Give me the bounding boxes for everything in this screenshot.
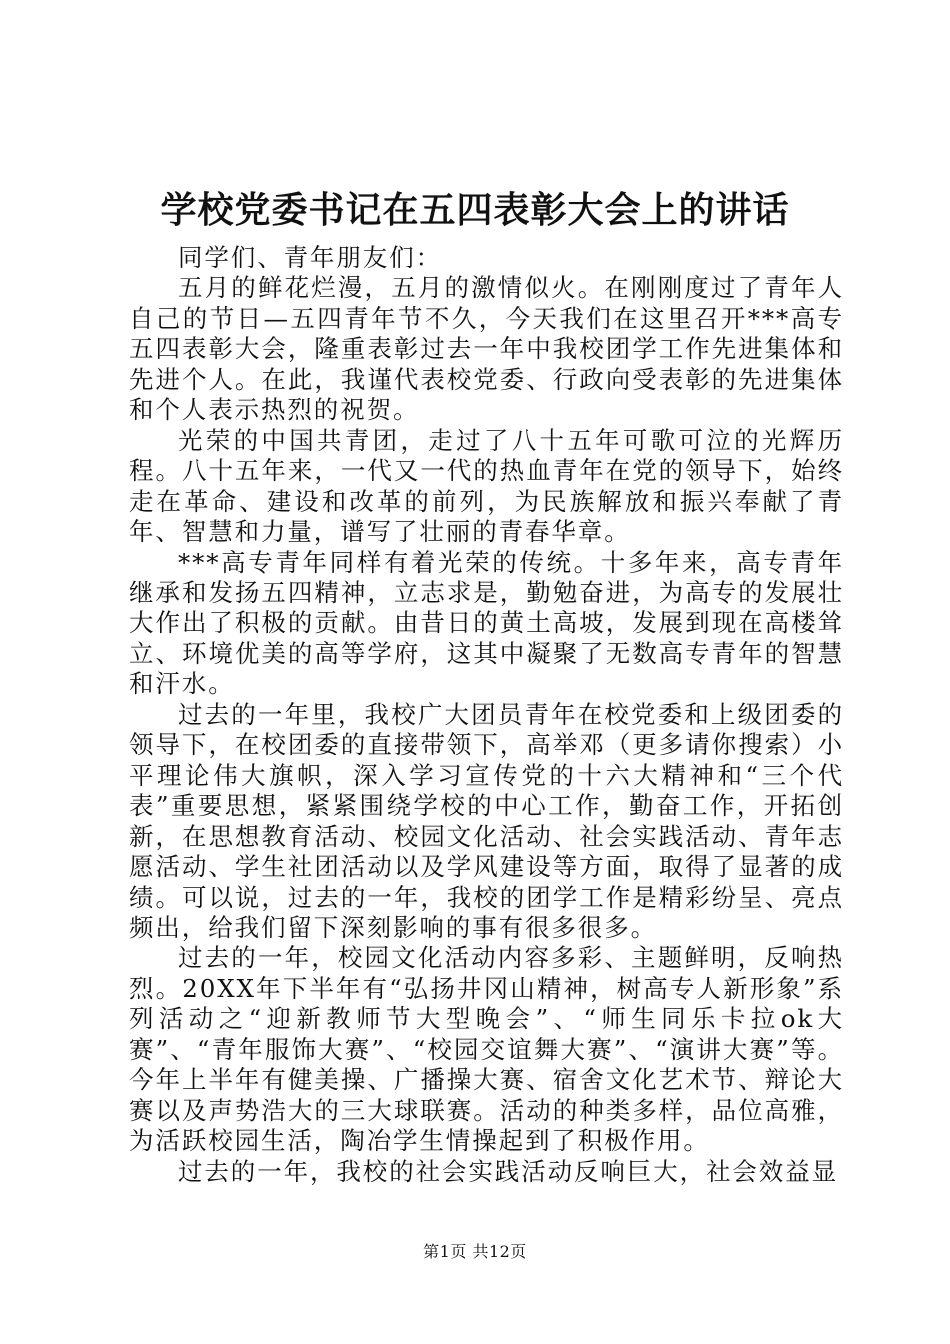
paragraph: ***高专青年同样有着光荣的传统。十多年来，高专青年继承和发扬五四精神，立志求是，勤勉奋进，为高专的发展壮大作出了积极的贡献。由昔日的黄土高坡，发展到现在高楼耸立、环境优美的高等学府，这其中凝聚了无数高专青年的智慧和汗水。 xyxy=(129,547,844,699)
page-title: 学校党委书记在五四表彰大会上的讲话 xyxy=(160,189,790,231)
salutation: 同学们、青年朋友们： xyxy=(178,243,442,272)
paragraph: 光荣的中国共青团，走过了八十五年可歌可泣的光辉历程。八十五年来，一代又一代的热血青年在党的领导下，始终走在革命、建设和改革的前列，为民族解放和振兴奉献了青年、智慧和力量，谱写了壮丽的青春华章。 xyxy=(129,425,844,547)
paragraph: 五月的鲜花烂漫，五月的激情似火。在刚刚度过了青年人自己的节日—五四青年节不久，今天我们在这里召开***高专五四表彰大会，隆重表彰过去一年中我校团学工作先进集体和先进个人。在此，我谨代表校党委、行政向受表彰的先进集体和个人表示热烈的祝贺。 xyxy=(129,273,844,425)
page-indicator: 第1页 共12页 xyxy=(423,1242,527,1261)
paragraph: 过去的一年，校园文化活动内容多彩、主题鲜明，反响热烈。20XX年下半年有“弘扬井冈山精神，树高专人新形象”系列活动之“迎新教师节大型晚会”、“师生同乐卡拉ok大赛”、“青年服饰大赛”、“校园交谊舞大赛”、“演讲大赛”等。今年上半年有健美操、广播操大赛、宿舍文化艺术节、辩论大赛以及声势浩大的三大球联赛。活动的种类多样，品位高雅，为活跃校园生活，陶冶学生情操起到了积极作用。 xyxy=(129,943,844,1156)
paragraph: 过去的一年，我校的社会实践活动反响巨大，社会效益显 xyxy=(178,1156,838,1186)
document-body xyxy=(129,243,844,1187)
paragraph: 过去的一年里，我校广大团员青年在校党委和上级团委的领导下，在校团委的直接带领下，高举邓（更多请你搜索）小平理论伟大旗帜，深入学习宣传党的十六大精神和“三个代表”重要思想，紧紧围绕学校的中心工作，勤奋工作，开拓创新，在思想教育活动、校园文化活动、社会实践活动、青年志愿活动、学生社团活动以及学风建设等方面，取得了显著的成绩。可以说，过去的一年，我校的团学工作是精彩纷呈、亮点频出，给我们留下深刻影响的事有很多很多。 xyxy=(129,699,844,942)
